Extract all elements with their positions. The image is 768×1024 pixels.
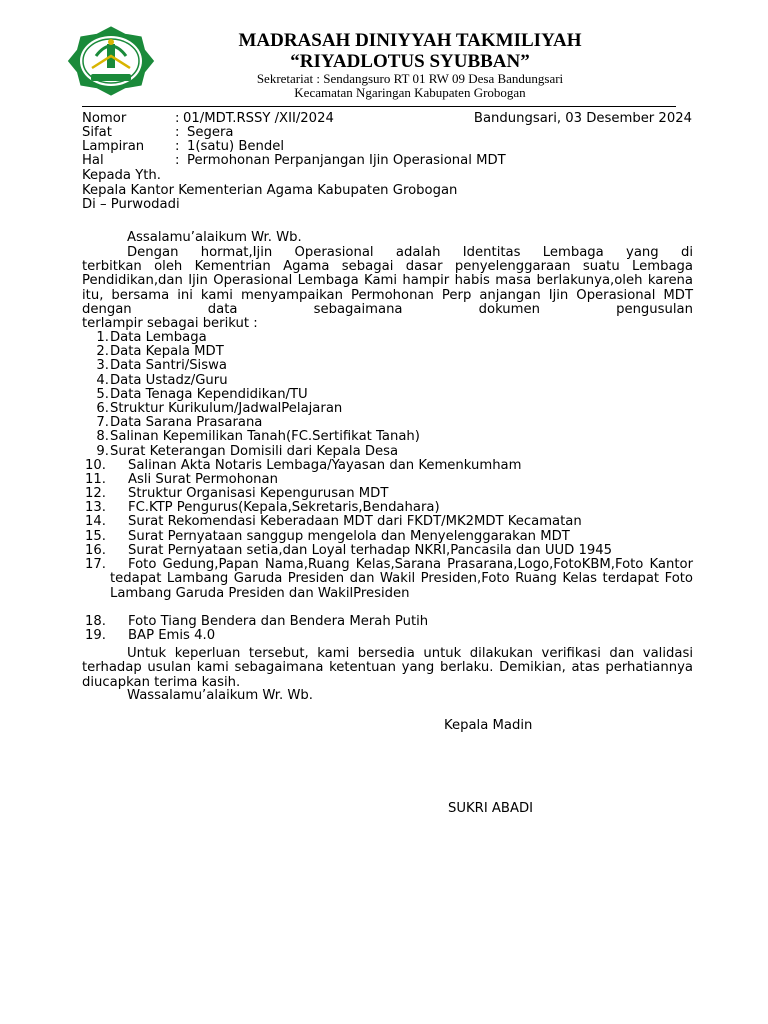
- recipient-line-3: Di – Purwodadi: [82, 197, 180, 212]
- madrasah-logo: [66, 26, 156, 96]
- farewell: Wassalamu’alaikum Wr. Wb.: [127, 688, 314, 703]
- sifat-label: Sifat: [82, 125, 112, 140]
- hal-row: [82, 154, 692, 169]
- list-item-number: 13.: [85, 500, 106, 516]
- list-item-text: Surat Pernyataan setia,dan Loyal terhadap NKRI,Pancasila dan UUD 1945: [128, 542, 613, 558]
- list-item-text: Data Ustadz/Guru: [110, 372, 228, 388]
- list-item-text: Asli Surat Permohonan: [128, 471, 278, 487]
- sifat-value: Segera: [187, 125, 234, 140]
- list-item: [82, 473, 693, 487]
- list-item-number: 8.: [96, 429, 109, 445]
- logo-star-top: [108, 39, 114, 45]
- school-name: MADRASAH DINIYYAH TAKMILIYAH: [238, 30, 582, 51]
- list-item-number: 2.: [96, 344, 109, 360]
- list-item-text: Data Santri/Siswa: [110, 358, 227, 374]
- list-item-number: 3.: [96, 358, 109, 374]
- nomor-label: Nomor: [82, 111, 127, 126]
- lampiran-value: 1(satu) Bendel: [187, 139, 285, 154]
- list-item-text: FC.KTP Pengurus(Kepala,Sekretaris,Bendahara): [128, 500, 440, 516]
- list-item-text: Foto Gedung,Papan Nama,Ruang Kelas,Sarana Prasarana,Logo,FotoKBM,Foto Kantor tedapat Lambang Garuda Presiden dan Wakil Presiden,Foto Ruang Kelas terdapat Foto Lambang Garuda Presiden dan WakilPresiden: [110, 557, 693, 601]
- list-item: [82, 374, 693, 388]
- list-item-number: 10.: [85, 457, 106, 473]
- lampiran-label: Lampiran: [82, 139, 145, 154]
- list-item-text: Data Kepala MDT: [110, 344, 224, 360]
- list-item-number: 17.: [85, 557, 106, 572]
- list-item-text: Surat Pernyataan sanggup mengelola dan Menyelenggarakan MDT: [128, 528, 570, 544]
- list-item-number: 7.: [96, 415, 109, 431]
- intro-first-text: Dengan hormat,Ijin Operasional adalah Identitas Lembaga yang di: [127, 245, 693, 260]
- recipient-line-1: Kepada Yth.: [82, 168, 161, 183]
- list-item: [82, 544, 693, 558]
- sifat-row: [82, 126, 692, 141]
- list-item-text: Surat Rekomendasi Keberadaan MDT dari FKDT/MK2MDT Kecamatan: [128, 514, 582, 530]
- list-item-number: 5.: [96, 386, 109, 402]
- list-item-text: Data Lembaga: [110, 330, 207, 345]
- header-divider: [82, 106, 676, 107]
- nomor-row: [82, 112, 692, 127]
- list-item-text: Foto Tiang Bendera dan Bendera Merah Putih: [128, 614, 429, 629]
- list-item: [82, 487, 693, 501]
- list-item: [82, 359, 693, 373]
- recipient-line-2: Kepala Kantor Kementerian Agama Kabupaten Grobogan: [82, 183, 458, 198]
- logo-banner: [91, 74, 131, 81]
- letter-date: Bandungsari, 03 Desember 2024: [473, 111, 692, 126]
- list-item: [82, 530, 693, 544]
- intro-last-line: terlampir sebagai berikut :: [82, 316, 258, 331]
- list-item: [82, 558, 693, 615]
- list-item: [82, 402, 693, 416]
- colon: :: [175, 111, 180, 126]
- list-item-number: 4.: [96, 372, 109, 388]
- list-item: [82, 331, 693, 345]
- address-line-1: Sekretariat : Sendangsuro RT 01 RW 09 Desa Bandungsari: [256, 71, 564, 86]
- address-line-2: Kecamatan Ngaringan Kabupaten Grobogan: [294, 85, 526, 100]
- list-item-text: Struktur Organisasi Kepengurusan MDT: [128, 486, 389, 502]
- list-item: [82, 615, 693, 629]
- list-item-number: 18.: [85, 614, 106, 629]
- list-item: [82, 459, 693, 473]
- closing-paragraph: Untuk keperluan tersebut, kami bersedia untuk dilakukan verifikasi dan validasi terhadap usulan kami sebagaimana ketentuan yang berlaku. Demikian, atas perhatiannya diucapkan terima kasih.: [82, 646, 693, 690]
- list-item-text: Salinan Kepemilikan Tanah(FC.Sertifikat Tanah): [110, 429, 420, 445]
- hal-value: Permohonan Perpanjangan Ijin Operasional MDT: [187, 153, 506, 168]
- list-item-text: Salinan Akta Notaris Lembaga/Yayasan dan Kemenkumham: [128, 457, 522, 473]
- list-item-number: 19.: [85, 628, 106, 644]
- signer-name: SUKRI ABADI: [448, 801, 534, 816]
- list-item-number: 15.: [85, 528, 106, 544]
- colon: :: [175, 153, 180, 168]
- colon: :: [175, 125, 180, 140]
- list-item: [82, 445, 693, 459]
- attachment-list: [82, 331, 693, 643]
- nomor-value: 01/MDT.RSSY /XII/2024: [183, 111, 334, 126]
- list-item-text: Surat Keterangan Domisili dari Kepala Desa: [110, 443, 399, 459]
- list-item-number: 11.: [85, 471, 106, 487]
- list-item: [82, 501, 693, 515]
- list-item-text: BAP Emis 4.0: [128, 628, 216, 644]
- hal-label: Hal: [82, 153, 104, 168]
- intro-paragraph: terbitkan oleh Kementrian Agama sebagai dasar penyelenggaraan suatu Lembaga Pendidikan,dan Ijin Operasional Lembaga Kami hampir habis masa berlakunya,oleh karena itu, bersama ini kami menyampaikan Permohonan Perp anjangan Ijin Operasional MDT dengan data sebagaimana dokumen pengusulan: [82, 259, 693, 318]
- list-item: [82, 388, 693, 402]
- list-item-number: 16.: [85, 542, 106, 558]
- greeting: Assalamu’alaikum Wr. Wb.: [127, 230, 302, 245]
- list-item-text: Data Tenaga Kependidikan/TU: [110, 386, 308, 402]
- list-item-number: 9.: [96, 443, 109, 459]
- list-item: [82, 430, 693, 444]
- list-item: [82, 515, 693, 529]
- list-item-number: 14.: [85, 514, 106, 530]
- list-item-number: 12.: [85, 486, 106, 502]
- school-subname: “RIYADLOTUS SYUBBAN”: [290, 51, 530, 72]
- list-item: [82, 345, 693, 359]
- colon: :: [175, 139, 180, 154]
- list-item-number: 1.: [96, 330, 109, 345]
- list-item-text: Data Sarana Prasarana: [110, 415, 263, 431]
- list-item: [82, 629, 693, 643]
- signer-position: Kepala Madin: [444, 718, 533, 733]
- list-item-text: Struktur Kurikulum/JadwalPelajaran: [110, 400, 343, 416]
- list-item: [82, 416, 693, 430]
- list-item-number: 6.: [96, 400, 109, 416]
